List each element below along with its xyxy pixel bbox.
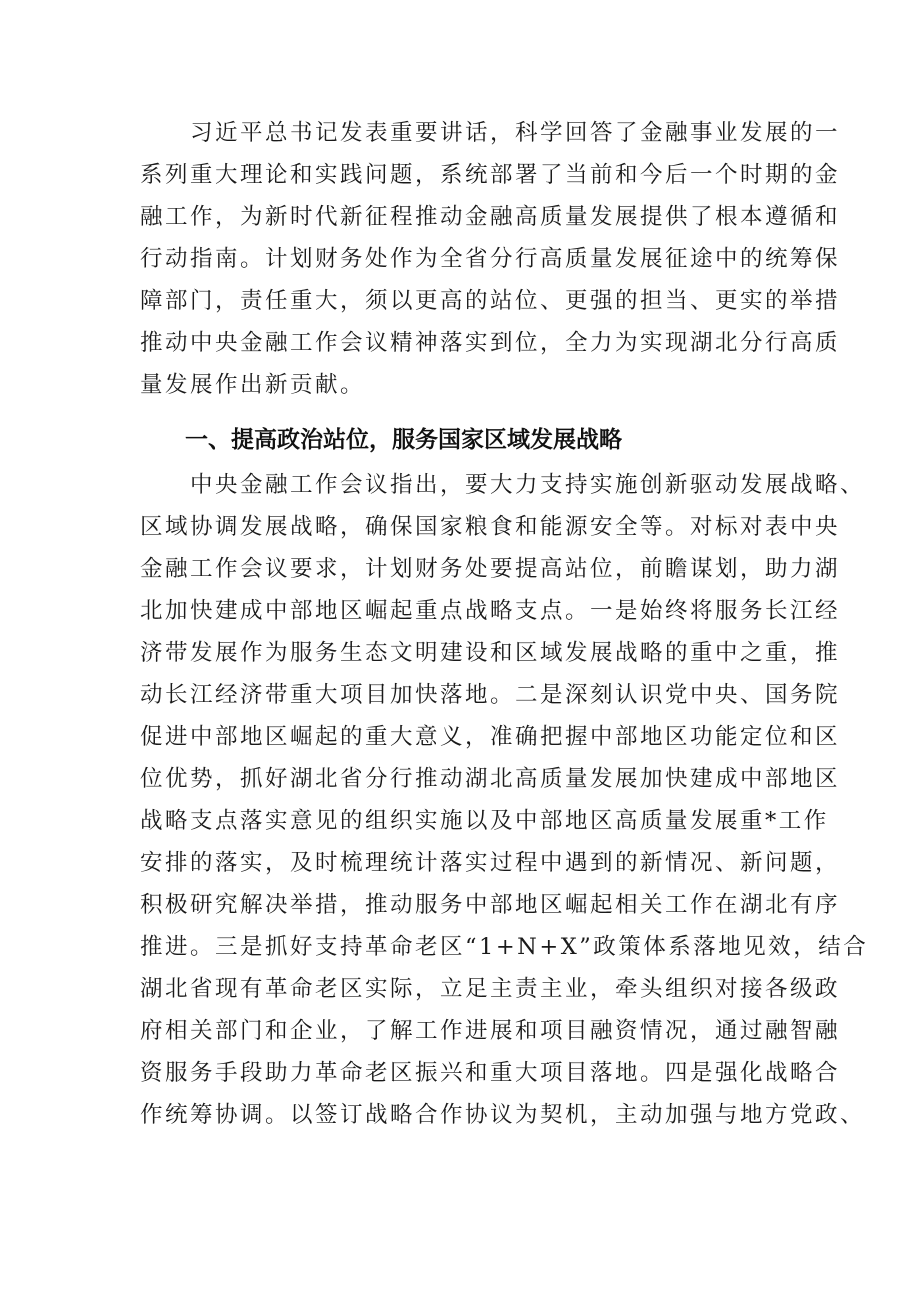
paragraph-line: 行动指南。计划财务处作为全省分行高质量发展征途中的统筹保 [140,246,841,272]
paragraph-line: 推进。三是抓好支持革命老区“1+N+X”政策体系落地见效，结合 [140,934,869,960]
paragraph-line: 资服务手段助力革命老区振兴和重大项目落地。四是强化战略合 [140,1060,841,1086]
paragraph-line: 习近平总书记发表重要讲话，科学回答了金融事业发展的一 [190,120,841,146]
paragraph-line: 融工作，为新时代新征程推动金融高质量发展提供了根本遵循和 [140,204,841,230]
paragraph-line: 促进中部地区崛起的重大意义，准确把握中部地区功能定位和区 [140,724,841,750]
paragraph-line: 区域协调发展战略，确保国家粮食和能源安全等。对标对表中央 [140,514,841,540]
paragraph-line: 动长江经济带重大项目加快落地。二是深刻认识党中央、国务院 [140,682,841,708]
paragraph-line: 济带发展作为服务生态文明建设和区域发展战略的重中之重，推 [140,640,841,666]
paragraph-line: 推动中央金融工作会议精神落实到位，全力为实现湖北分行高质 [140,330,841,356]
paragraph-line: 府相关部门和企业，了解工作进展和项目融资情况，通过融智融 [140,1018,841,1044]
paragraph-line: 积极研究解决举措，推动服务中部地区崛起相关工作在湖北有序 [140,892,841,918]
section-heading: 一、提高政治站位，服务国家区域发展战略 [185,427,622,453]
paragraph-line: 障部门，责任重大，须以更高的站位、更强的担当、更实的举措 [140,288,841,314]
paragraph-line: 北加快建成中部地区崛起重点战略支点。一是始终将服务长江经 [140,598,841,624]
paragraph-line: 作统筹协调。以签订战略合作协议为契机，主动加强与地方党政、 [140,1102,866,1128]
paragraph-line: 湖北省现有革命老区实际，立足主责主业，牵头组织对接各级政 [140,976,841,1002]
paragraph-line: 安排的落实，及时梳理统计落实过程中遇到的新情况、新问题， [140,850,841,876]
paragraph-line: 金融工作会议要求，计划财务处要提高站位，前瞻谋划，助力湖 [140,556,841,582]
paragraph-line: 系列重大理论和实践问题，系统部署了当前和今后一个时期的金 [140,162,841,188]
paragraph-line: 量发展作出新贡献。 [140,372,366,398]
paragraph-line: 中央金融工作会议指出，要大力支持实施创新驱动发展战略、 [190,472,866,498]
paragraph-line: 位优势，抓好湖北省分行推动湖北高质量发展加快建成中部地区 [140,766,841,792]
paragraph-line: 战略支点落实意见的组织实施以及中部地区高质量发展重*工作 [140,808,829,834]
